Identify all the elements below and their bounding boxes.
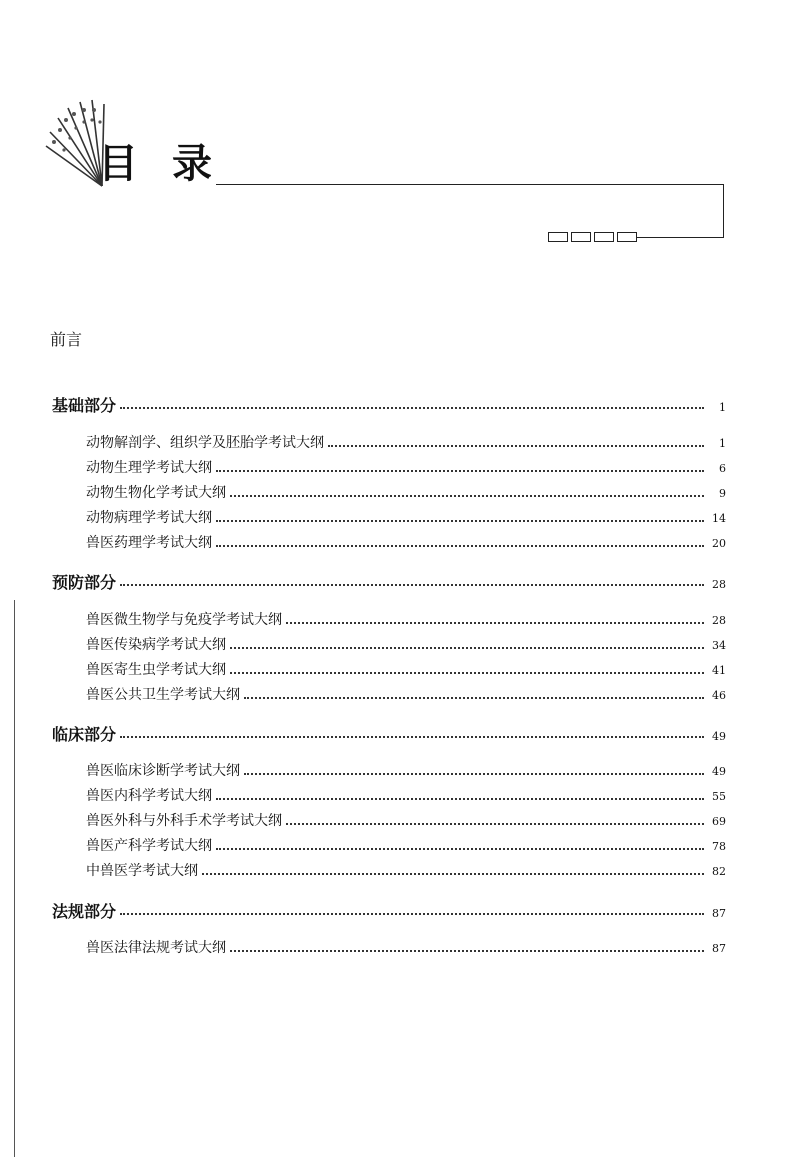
- title-rule: [216, 184, 724, 185]
- toc-item[interactable]: [86, 937, 726, 957]
- dot-leader: [120, 735, 704, 738]
- toc-section[interactable]: [52, 722, 726, 745]
- toc-item-title: 动物生理学考试大纲: [86, 460, 212, 476]
- dot-leader: [230, 949, 704, 952]
- toc-page-number: 1: [719, 401, 726, 414]
- toc-page-number: 34: [712, 639, 726, 652]
- toc-item[interactable]: [86, 532, 726, 552]
- toc-item[interactable]: [86, 810, 726, 830]
- toc-item-title: 兽医寄生虫学考试大纲: [86, 662, 226, 678]
- toc-item-title: 兽医外科与外科手术学考试大纲: [86, 813, 282, 829]
- dot-leader: [202, 872, 704, 875]
- toc-section[interactable]: [52, 899, 726, 922]
- toc-item[interactable]: [86, 785, 726, 805]
- dot-leader: [216, 797, 704, 800]
- dot-leader: [286, 621, 704, 624]
- title-bottom-rule: [636, 237, 724, 238]
- toc-item[interactable]: [86, 432, 726, 452]
- toc-item-title: 兽医微生物学与免疫学考试大纲: [86, 612, 282, 628]
- toc-item-title: 中兽医学考试大纲: [86, 863, 198, 879]
- toc-item-title: 兽医公共卫生学考试大纲: [86, 687, 240, 703]
- toc-page-number: 55: [712, 790, 726, 803]
- toc-page-number: 28: [712, 614, 726, 627]
- toc-page-number: 49: [712, 765, 726, 778]
- toc-page-number: 28: [712, 578, 726, 591]
- toc-page-number: 14: [712, 512, 726, 525]
- toc-item[interactable]: [86, 860, 726, 880]
- toc-page-number: 46: [712, 689, 726, 702]
- toc-item[interactable]: [86, 457, 726, 477]
- toc-section[interactable]: [52, 570, 726, 593]
- toc-section-title: 基础部分: [52, 396, 117, 415]
- toc-item-title: 兽医传染病学考试大纲: [86, 637, 226, 653]
- toc-title-char-1: 目: [98, 141, 138, 187]
- toc-page-number: 9: [719, 487, 726, 500]
- dot-leader: [230, 646, 704, 649]
- toc-item-title: 动物病理学考试大纲: [86, 510, 212, 526]
- decorative-boxes: [548, 232, 637, 242]
- toc-section-title: 法规部分: [52, 902, 117, 921]
- toc-item[interactable]: [86, 835, 726, 855]
- toc-item-title: 兽医产科学考试大纲: [86, 838, 212, 854]
- dot-leader: [216, 544, 704, 547]
- dot-leader: [120, 912, 704, 915]
- decorative-box: [548, 232, 568, 242]
- toc-item-title: 动物解剖学、组织学及胚胎学考试大纲: [86, 435, 324, 451]
- toc-item-title: 兽医法律法规考试大纲: [86, 940, 226, 956]
- dot-leader: [286, 822, 704, 825]
- toc-page-number: 87: [712, 942, 726, 955]
- preface-entry[interactable]: 前言: [50, 330, 83, 349]
- toc-page-number: 69: [712, 815, 726, 828]
- toc-item-title: 动物生物化学考试大纲: [86, 485, 226, 501]
- toc-item[interactable]: [86, 482, 726, 502]
- toc-section-title: 预防部分: [52, 573, 117, 592]
- toc-page-number: 41: [712, 664, 726, 677]
- dot-leader: [120, 406, 704, 409]
- toc-item-title: 兽医药理学考试大纲: [86, 535, 212, 551]
- dot-leader: [244, 696, 704, 699]
- toc-page-number: 78: [712, 840, 726, 853]
- toc-page-number: 49: [712, 730, 726, 743]
- dot-leader: [120, 583, 704, 586]
- dot-leader: [216, 469, 704, 472]
- toc-item-title: 兽医临床诊断学考试大纲: [86, 763, 240, 779]
- dot-leader: [244, 772, 704, 775]
- toc-item-title: 兽医内科学考试大纲: [86, 788, 212, 804]
- decorative-box: [594, 232, 614, 242]
- toc-title-char-2: 录: [172, 141, 212, 187]
- toc-item[interactable]: [86, 659, 726, 679]
- dot-leader: [328, 444, 704, 447]
- decorative-box: [571, 232, 591, 242]
- decorative-box: [617, 232, 637, 242]
- page-edge-line: [14, 600, 15, 1157]
- toc-page-number: 6: [719, 462, 726, 475]
- toc-section-title: 临床部分: [52, 725, 117, 744]
- toc-item[interactable]: [86, 634, 726, 654]
- title-vertical-rule: [723, 184, 724, 238]
- toc-item[interactable]: [86, 609, 726, 629]
- dot-leader: [216, 519, 704, 522]
- toc-page-number: 82: [712, 865, 726, 878]
- toc-item[interactable]: [86, 760, 726, 780]
- toc-page-number: 1: [719, 437, 726, 450]
- dot-leader: [230, 671, 704, 674]
- toc-section[interactable]: [52, 393, 726, 416]
- dot-leader: [230, 494, 704, 497]
- toc-page-number: 87: [712, 907, 726, 920]
- toc-item[interactable]: [86, 507, 726, 527]
- toc-item[interactable]: [86, 684, 726, 704]
- toc-page-number: 20: [712, 537, 726, 550]
- dot-leader: [216, 847, 704, 850]
